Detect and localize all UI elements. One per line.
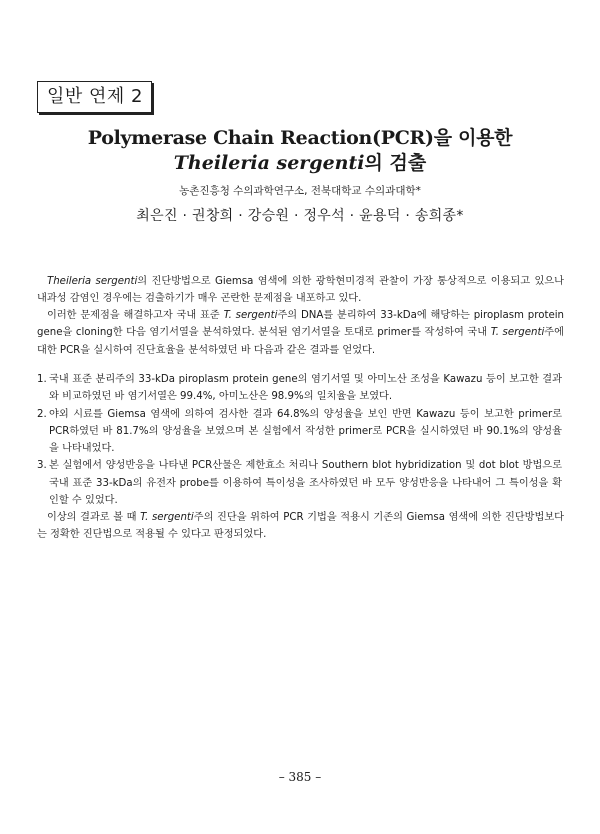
paragraph-text: 이러한 문제점을 해결하고자 국내 표준 [47,310,224,321]
species-name: T. sergenti [490,327,545,339]
result-text: 야외 시료를 Giemsa 염색에 의하여 검사한 결과 64.8%의 양성율을 보인 반면 Kawazu 등이 보고한 primer로 PCR하였던 바 81.7%의 양성율을 보였으며 본 실험에서 작성한 primer로 PCR을 실시하였던 바 90.1%의 양성율을 나타내었다. [49,408,562,455]
paragraph-text: 의 진단방법으로 Giemsa 염색에 의한 광학현미경적 관찰이 가장 통상적으로 이용되고 있으나 내과성 감염인 경우에는 검출하기가 매우 곤란한 문제점을 내포하고 있다. [37,276,564,305]
result-number: 2. [37,408,47,420]
section-label: 일반 연제 2 [37,81,152,113]
affiliation: 농촌진흥청 수의과학연구소, 전북대학교 수의과대학* [179,185,421,197]
paragraph-text: 이상의 결과로 볼 때 [47,512,141,523]
paragraph-text: 주의 진단을 위하여 PCR 기법을 적용시 기존의 Giemsa 염색에 의한 진단방법보다는 정확한 진단법으로 적용될 수 있다고 판정되었다. [37,512,564,541]
species-name: T. sergenti [223,310,278,321]
result-number: 3. [37,460,47,472]
abstract-conclusion [37,509,564,544]
result-number: 1. [37,374,47,385]
paragraph-text: 주의 DNA를 분리하여 33-kDa에 해당하는 piroplasm protein gene을 cloning한 다음 염기서열을 분석하였다. 분석된 염기서열을 토대로 primer를 작성하여 국내 [37,310,564,339]
page-number: – 385 – [278,770,322,784]
result-item [37,457,562,509]
title-suffix: 의 검출 [364,152,427,174]
result-item [37,371,562,406]
abstract-paragraph-2 [37,307,564,359]
species-name: T. sergenti [140,512,194,523]
title-line-1: Polymerase Chain Reaction(PCR)을 이용한 [87,127,513,149]
title-species: Theileria sergenti [173,152,365,174]
species-name: Theileria sergenti [47,276,138,287]
authors: 최은진 · 권창희 · 강승원 · 정우석 · 윤용덕 · 송희종* [136,208,464,224]
result-text: 국내 표준 분리주의 33-kDa piroplasm protein gene의 염기서열 및 아미노산 조성을 Kawazu 등이 보고한 결과와 비교하였던 바 염기서열은 99.4%, 아미노산은 98.9%의 일치율을 보였다. [49,374,562,403]
abstract-paragraph-1 [37,273,564,308]
result-text: 본 실험에서 양성반응을 나타낸 PCR산물은 제한효소 처리나 Southern blot hybridization 및 dot blot 방법으로 국내 표준 33-kDa의 유전자 probe를 이용하여 특이성을 조사하였던 바 모두 양성반응을 나타내어 그 특이성을 확인할 수 있었다. [49,460,562,507]
result-item [37,406,562,458]
results-list [37,371,562,509]
paragraph-text: 주에 대한 PCR을 실시하여 진단효율을 분석하였던 바 다음과 같은 결과를 얻었다. [37,327,564,356]
title-line-2 [0,148,600,175]
